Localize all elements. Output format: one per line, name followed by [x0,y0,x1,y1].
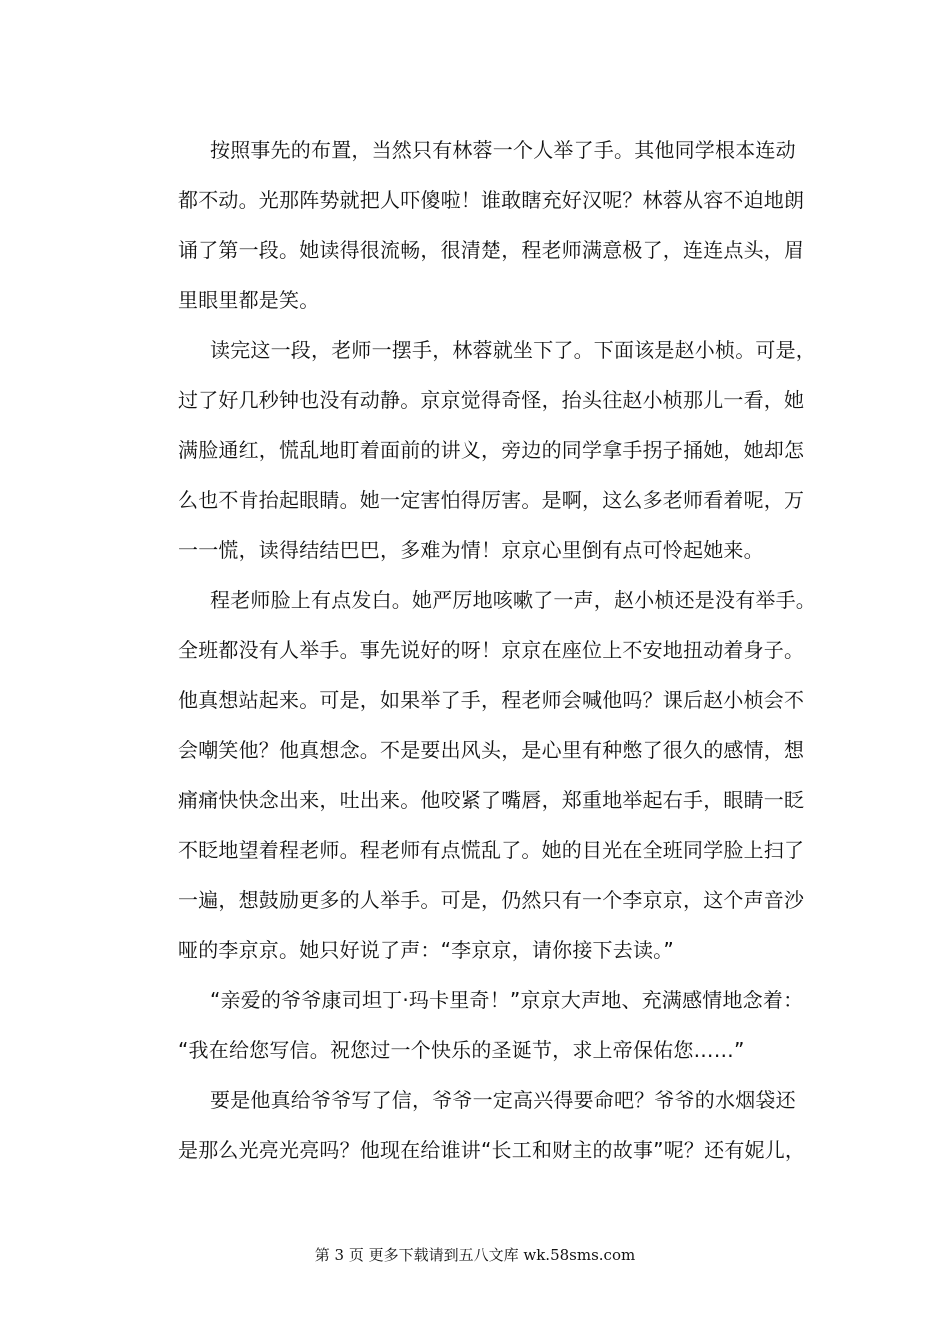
text-line: 全班都没有人举手。事先说好的呀！京京在座位上不安地扭动着身子。 [178,638,805,662]
text-line: 不眨地望着程老师。程老师有点慌乱了。她的目光在全班同学脸上扫了 [178,838,805,862]
text-line: 哑的李京京。她只好说了声：“李京京，请你接下去读。” [178,938,674,962]
text-line: 按照事先的布置，当然只有林蓉一个人举了手。其他同学根本连动 [210,138,796,162]
text-line: “我在给您写信。祝您过一个快乐的圣诞节，求上帝保佑您……” [178,1038,745,1062]
text-line: 痛痛快快念出来，吐出来。他咬紧了嘴唇，郑重地举起右手，眼睛一眨 [178,788,805,812]
text-line: 程老师脸上有点发白。她严厉地咳嗽了一声，赵小桢还是没有举手。 [210,588,816,612]
text-line: 会嘲笑他？他真想念。不是要出风头，是心里有种憋了很久的感情，想 [178,738,805,762]
text-line: 满脸通红，慌乱地盯着面前的讲义，旁边的同学拿手拐子捅她，她却怎 [178,438,805,462]
text-line: 里眼里都是笑。 [178,288,320,312]
text-line: 么也不肯抬起眼睛。她一定害怕得厉害。是啊，这么多老师看着呢，万 [178,488,805,512]
text-line: 过了好几秒钟也没有动静。京京觉得奇怪，抬头往赵小桢那儿一看，她 [178,388,805,412]
text-line: “亲爱的爷爷康司坦丁·玛卡里奇！”京京大声地、充满感情地念着： [210,988,804,1012]
document-body [178,125,816,1175]
text-line: 诵了第一段。她读得很流畅，很清楚，程老师满意极了，连连点头，眉 [178,238,805,262]
text-line: 一一慌，读得结结巴巴，多难为情！京京心里倒有点可怜起她来。 [178,538,764,562]
text-line: 都不动。光那阵势就把人吓傻啦！谁敢瞎充好汉呢？林蓉从容不迫地朗 [178,188,805,212]
page-footer: 第 3 页 更多下载请到五八文库 wk.58sms.com [314,1246,636,1264]
text-line: 他真想站起来。可是，如果举了手，程老师会喊他吗？课后赵小桢会不 [178,688,805,712]
text-line: 一遍，想鼓励更多的人举手。可是，仍然只有一个李京京，这个声音沙 [178,888,805,912]
text-line: 是那么光亮光亮吗？他现在给谁讲“长工和财主的故事”呢？还有妮儿， [178,1138,806,1162]
text-line: 读完这一段，老师一摆手，林蓉就坐下了。下面该是赵小桢。可是， [210,338,816,362]
text-line: 要是他真给爷爷写了信，爷爷一定高兴得要命吧？爷爷的水烟袋还 [210,1088,796,1112]
